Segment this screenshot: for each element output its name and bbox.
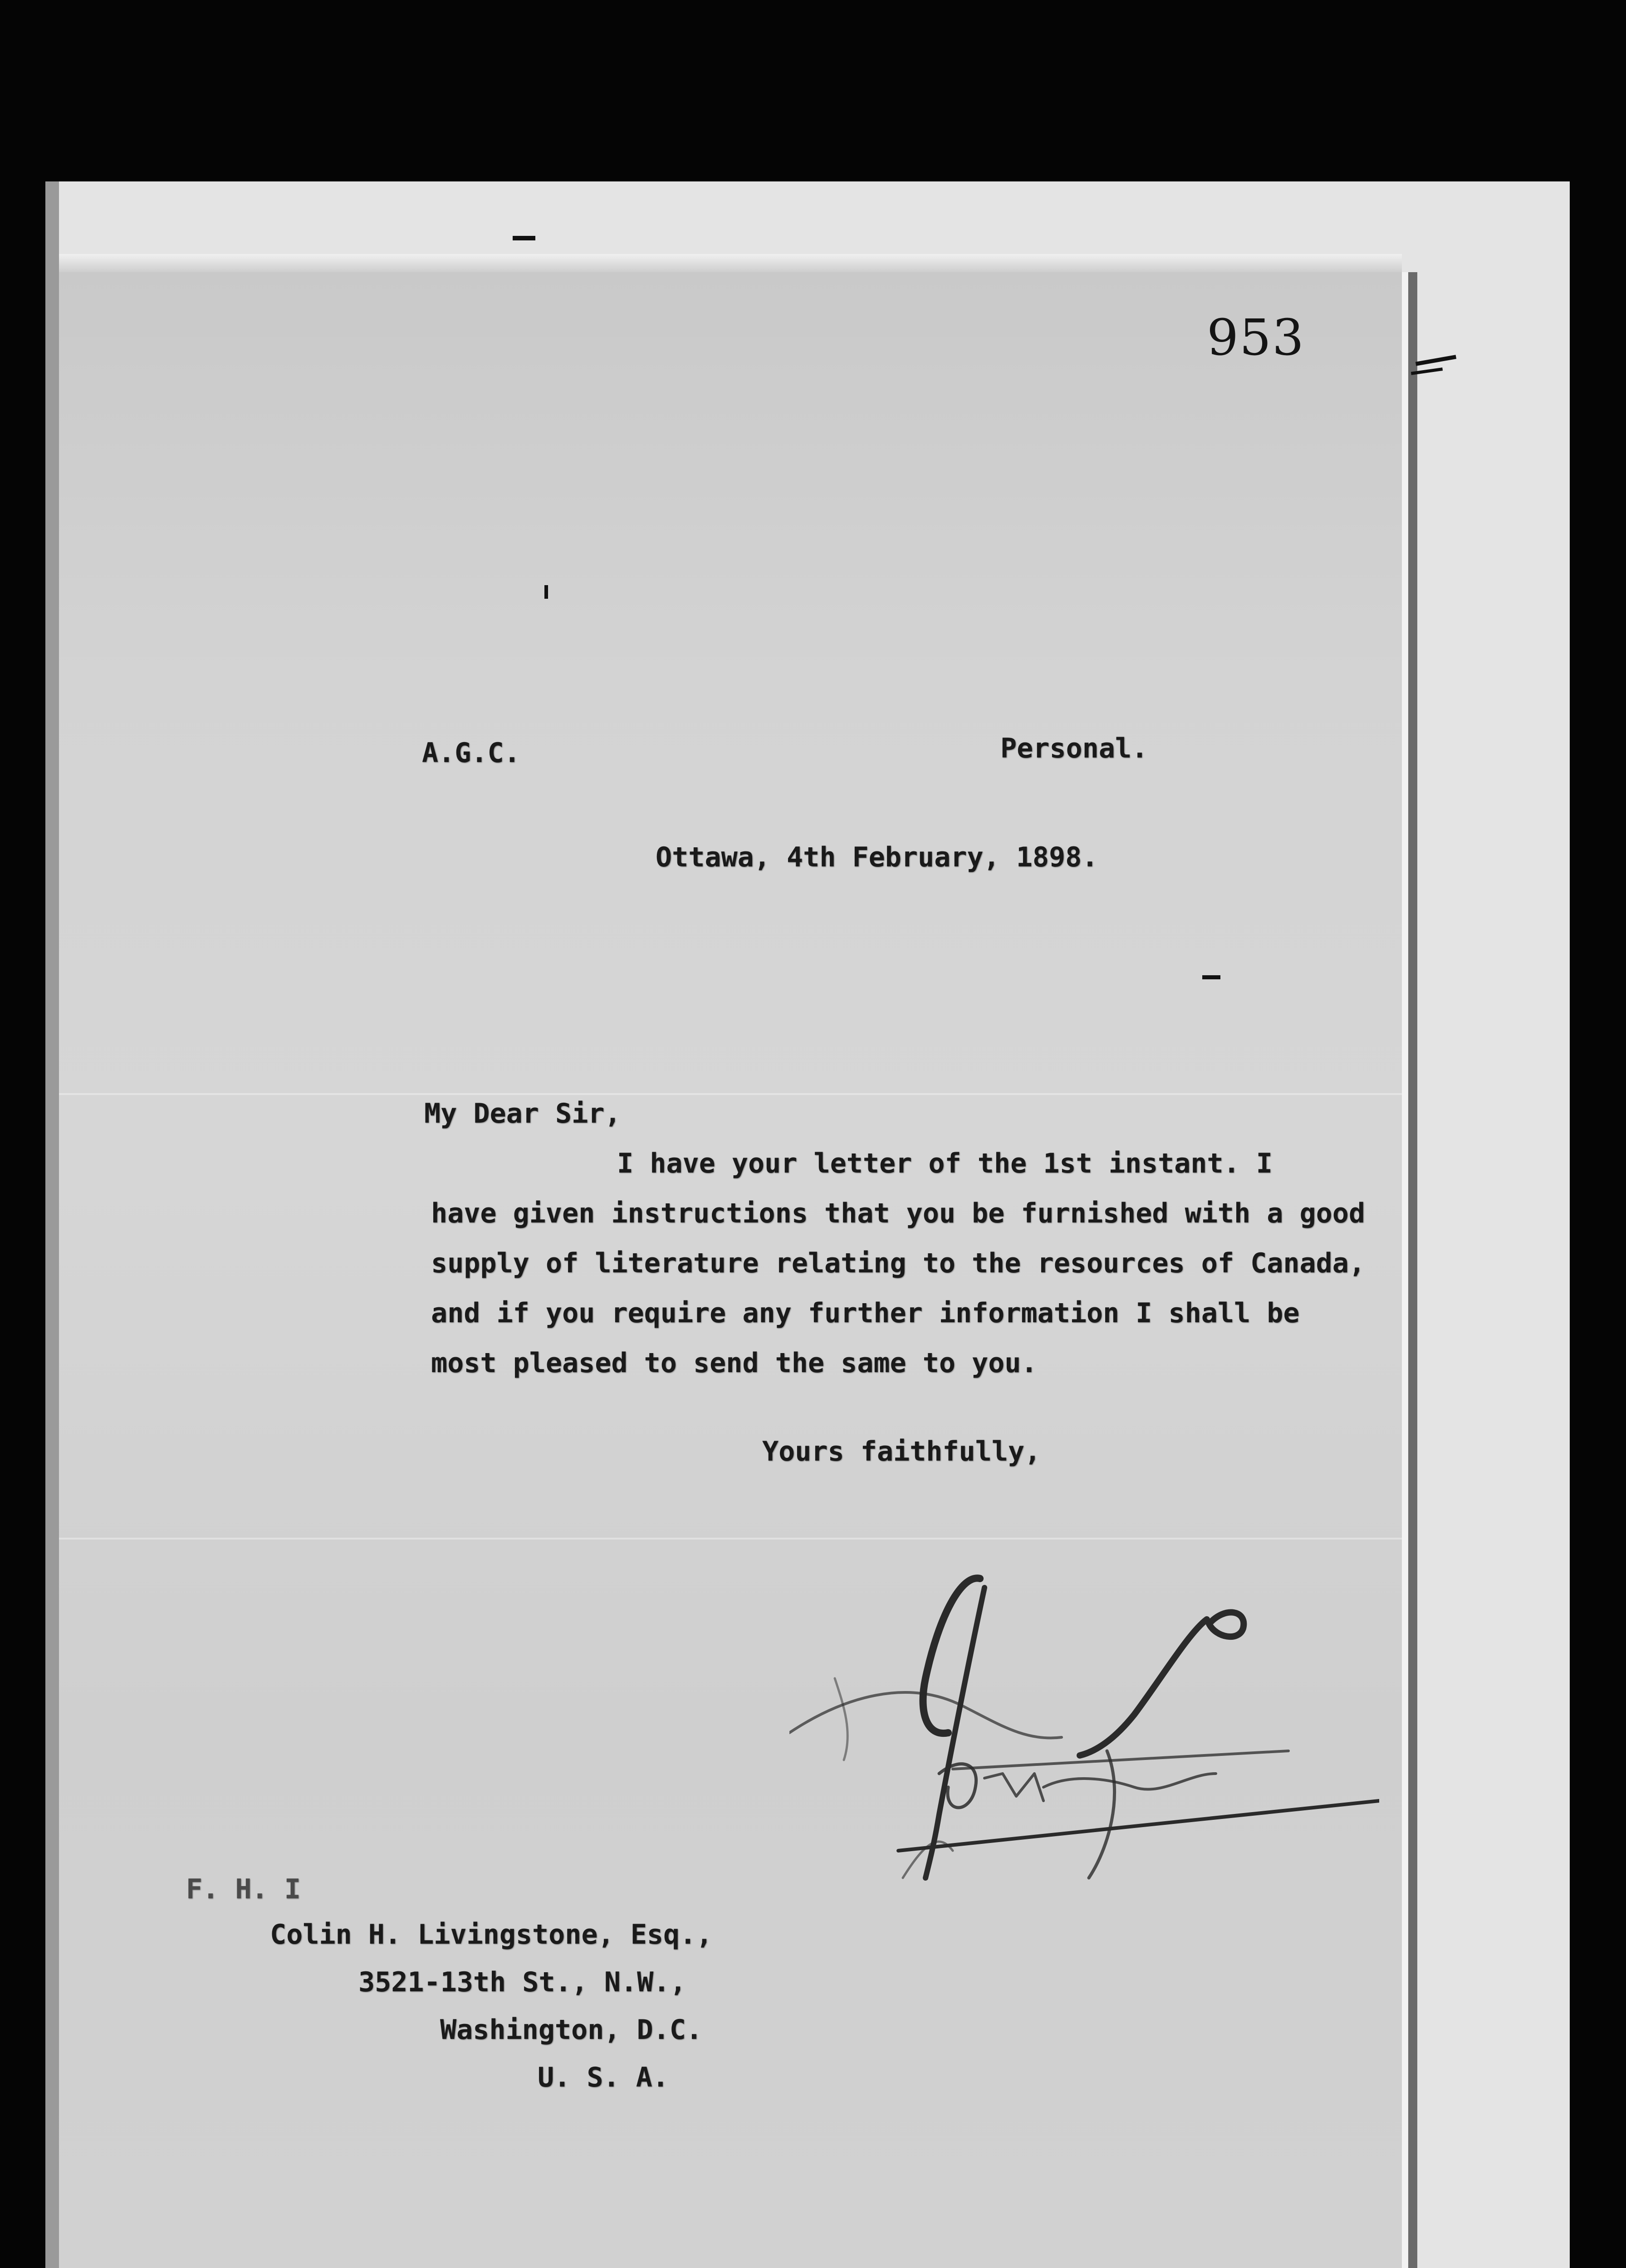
address-line: U. S. A. — [538, 2062, 669, 2093]
paper-fold-line — [59, 1538, 1402, 1540]
body-line: supply of literature relating to the resources of Canada, — [431, 1247, 1366, 1279]
reference-code: A.G.C. — [422, 737, 520, 769]
body-line: have given instructions that you be furnished with a good — [431, 1198, 1366, 1229]
film-mark — [513, 236, 535, 240]
typist-initials: F. H. I — [186, 1873, 301, 1905]
dateline: Ottawa, 4th February, 1898. — [656, 841, 1098, 873]
paper-fold-line — [59, 1093, 1402, 1095]
body-line: most pleased to send the same to you. — [431, 1347, 1038, 1379]
film-mark — [1202, 975, 1220, 979]
address-line: 3521-13th St., N.W., — [358, 1966, 686, 1998]
address-line: Colin H. Livingstone, Esq., — [270, 1919, 713, 1950]
film-edge — [45, 181, 59, 2268]
film-mark — [544, 585, 548, 599]
classification-label: Personal. — [1000, 733, 1148, 764]
page-number: 953 — [1207, 308, 1305, 367]
body-line: I have your letter of the 1st instant. I — [617, 1148, 1273, 1179]
closing: Yours faithfully, — [762, 1436, 1041, 1467]
handwritten-signature — [789, 1560, 1379, 1932]
body-line: and if you require any further information I shall be — [431, 1297, 1300, 1329]
address-line: Washington, D.C. — [440, 2014, 702, 2046]
salutation: My Dear Sir, — [424, 1098, 621, 1129]
